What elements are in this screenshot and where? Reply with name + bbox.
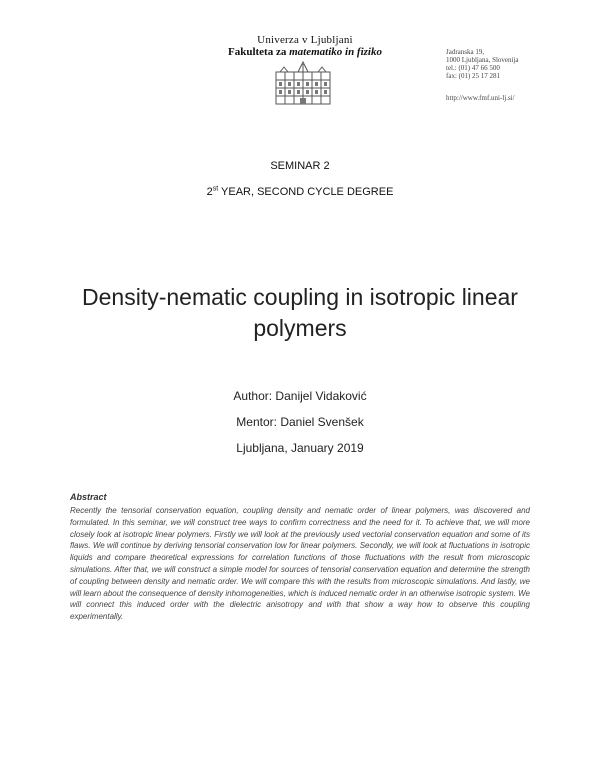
paper-title: Density-nematic coupling in isotropic linear polymers [82, 284, 518, 341]
degree-text: YEAR, SECOND CYCLE DEGREE [218, 186, 394, 198]
faculty-prefix: Fakulteta za [227, 46, 287, 58]
faculty-address [446, 48, 519, 102]
address-line: 1000 Ljubljana, Slovenija [446, 56, 519, 64]
university-seal-logo [270, 58, 336, 108]
faculty-italic: matematiko in fiziko [289, 46, 382, 58]
fax-line: fax: (01) 25 17 281 [446, 72, 501, 80]
place-date-line: Ljubljana, January 2019 [236, 441, 364, 455]
mentor-line: Mentor: Daniel Svenšek [236, 415, 364, 429]
phone-line: tel.: (01) 47 66 500 [446, 64, 500, 72]
abstract-heading: Abstract [70, 492, 107, 502]
seminar-label: SEMINAR 2 [270, 160, 330, 172]
university-name: Univerza v Ljubljani [257, 34, 353, 46]
author-line: Author: Danijel Vidaković [233, 389, 367, 403]
website-link[interactable]: http://www.fmf.uni-lj.si/ [446, 94, 515, 102]
year-suffix: st [212, 185, 219, 193]
degree-label [0, 186, 600, 198]
address-line: Jadranska 19, [446, 48, 485, 56]
year-number: 2 [206, 186, 213, 198]
institution-header [200, 34, 410, 59]
abstract-text: Recently the tensorial conservation equation, coupling density and nematic order of linear polymers, was discovered and formulated. In this seminar, we will construct tree ways to confirm correctness and the need for it. To achieve that, we will more closely look at isotropic linear polymers. Firstly we will look at the previously used vectorial conservation equation and some of its flaws. We will continue by deriving tensorial conservation low for linear polymers. Secondly, we will look at fluctuations in isotropic liquids and compare theoretical expressions for correlation functions of those fluctuations with the result from microscopic simulations. After that, we will construct a simple model for sources of tensorial conservation equation and determine the strength of coupling between density and nematic order. We will compare this with the results from microscopic simulations. And lastly, we will learn about the consequence of density inhomogeneities, which is induced nematic order in an otherwise isotropic system. We will connect this induced order with the dielectric anisotropy and with that show a way how to observe this coupling experimentally. [70, 506, 530, 622]
